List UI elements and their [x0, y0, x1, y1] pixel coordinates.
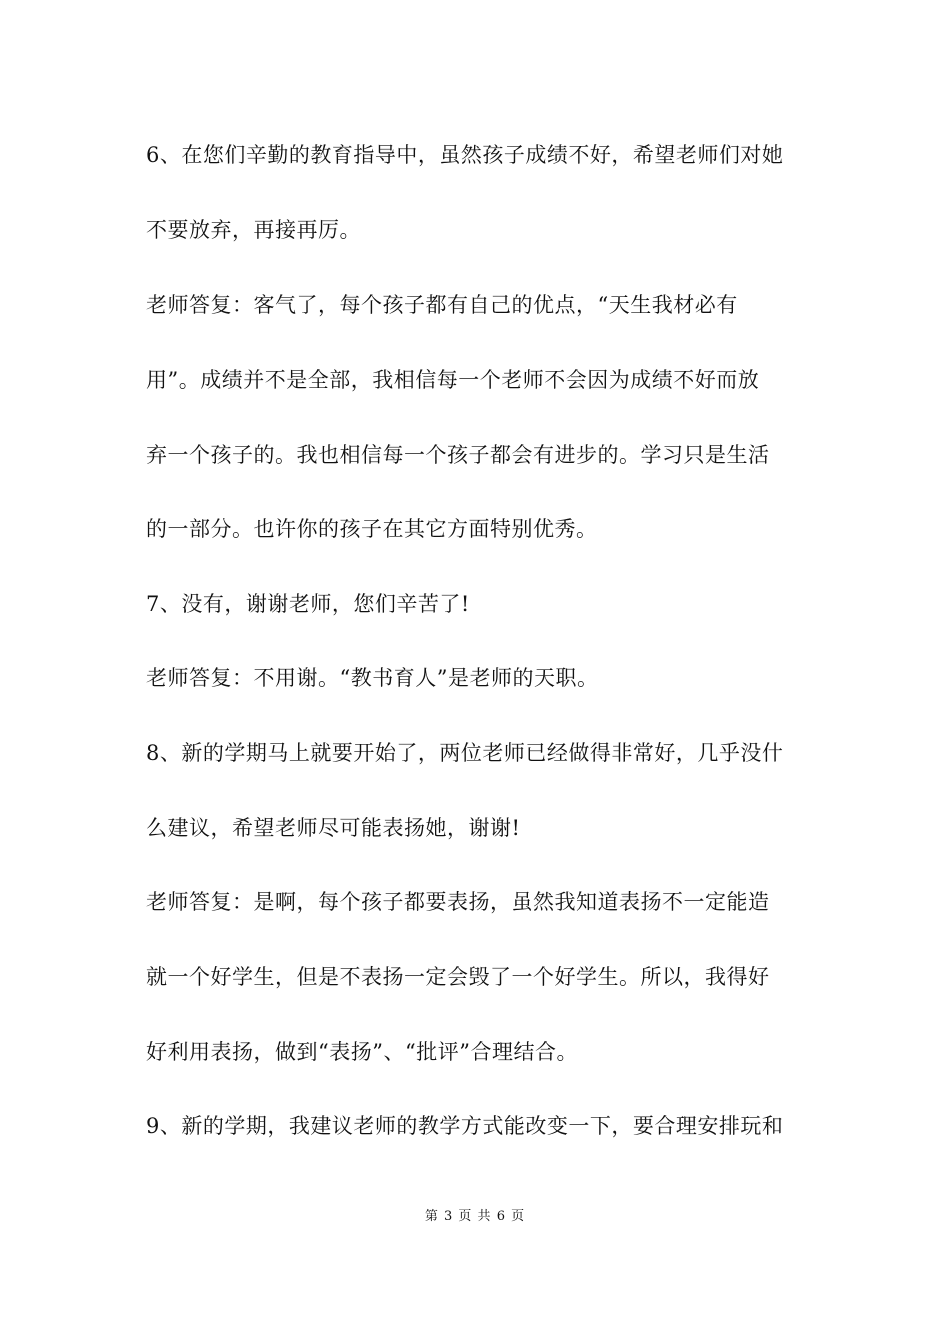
- text-line-4: 用”。成绩并不是全部，我相信每一个老师不会因为成绩不好而放: [146, 368, 760, 392]
- page-number-label: 第 3 页 共 6 页: [424, 1209, 526, 1224]
- text-line-14: 9、新的学期，我建议老师的教学方式能改变一下，要合理安排玩和: [146, 1114, 784, 1138]
- text-line-1: 6、在您们辛勤的教育指导中，虽然孩子成绩不好，希望老师们对她: [146, 143, 784, 167]
- text-line-7: 7、没有，谢谢老师，您们辛苦了!: [146, 592, 470, 616]
- text-line-5: 弃一个孩子的。我也相信每一个孩子都会有进步的。学习只是生活: [146, 443, 770, 467]
- page-footer: [0, 1208, 950, 1226]
- text-line-2: 不要放弃，再接再厉。: [146, 218, 361, 242]
- text-line-8: 老师答复：不用谢。“教书育人”是老师的天职。: [146, 666, 599, 690]
- text-line-11: 老师答复：是啊，每个孩子都要表扬，虽然我知道表扬不一定能造: [146, 890, 770, 914]
- text-line-9: 8、新的学期马上就要开始了，两位老师已经做得非常好，几乎没什: [146, 741, 784, 765]
- text-line-10: 么建议，希望老师尽可能表扬她，谢谢!: [146, 816, 521, 840]
- text-line-6: 的一部分。也许你的孩子在其它方面特别优秀。: [146, 517, 598, 541]
- text-line-3: 老师答复：客气了，每个孩子都有自己的优点，“天生我材必有: [146, 293, 738, 317]
- text-line-12: 就一个好学生，但是不表扬一定会毁了一个好学生。所以，我得好: [146, 965, 770, 989]
- text-line-13: 好利用表扬，做到“表扬”、“批评”合理结合。: [146, 1040, 578, 1064]
